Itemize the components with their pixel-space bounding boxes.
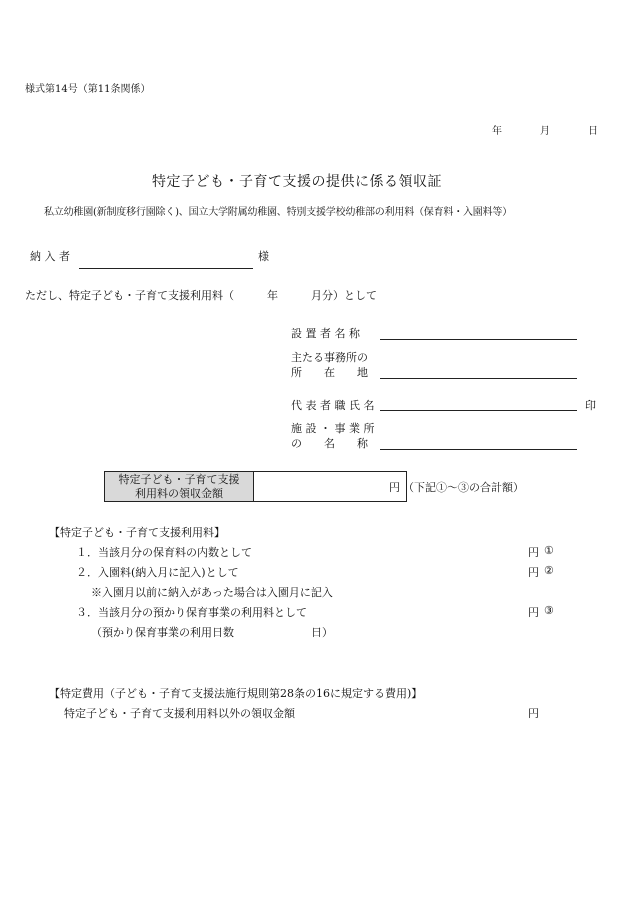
form-number: 様式第14号（第11条関係） <box>25 84 151 95</box>
receipt-amount-value <box>254 472 407 502</box>
date-year-label: 年 <box>492 126 502 137</box>
payer-honorific: 様 <box>258 250 269 263</box>
date-day-label: 日 <box>588 126 598 137</box>
section1-item2-note: ※入園月以前に納入があった場合は入園月に記入 <box>91 586 333 599</box>
section1-heading: 【特定子ども・子育て支援利用料】 <box>49 526 225 539</box>
office-address-line <box>380 378 577 379</box>
facility-name-line <box>380 449 577 450</box>
section1-item2-unit: 円 <box>528 566 539 579</box>
section1-item3-days: （預かり保育事業の利用日数 日） <box>91 626 333 639</box>
facility-label-line2: の 名 称 <box>291 437 368 450</box>
seal-mark: 印 <box>585 399 596 412</box>
payer-name-line <box>79 268 253 269</box>
document-title: 特定子ども・子育て支援の提供に係る領収証 <box>152 174 442 190</box>
date-month-label: 月 <box>540 126 550 137</box>
office-label-line2: 所 在 地 <box>291 366 368 379</box>
payer-label: 納 入 者 <box>30 250 70 263</box>
section1-item2-mark: ② <box>544 564 554 577</box>
receipt-amount-unit: 円 <box>389 480 400 494</box>
section1-item1-unit: 円 <box>528 546 539 559</box>
office-label-line1: 主たる事務所の <box>291 351 368 364</box>
receipt-amount-note: （下記①～③の合計額） <box>403 481 524 494</box>
receipt-amount-label-line2: 利用料の領収金額 <box>135 486 223 500</box>
facility-label-line1: 施 設 ・ 事 業 所 <box>291 422 375 435</box>
section1-item1-text: １．当該月分の保育料の内数として <box>76 546 252 559</box>
founder-name-line <box>380 339 577 340</box>
section1-item3-text: ３．当該月分の預かり保育事業の利用料として <box>76 606 307 619</box>
section1-item3-mark: ③ <box>544 604 554 617</box>
section2-heading: 【特定費用（子ども・子育て支援法施行規則第28条の16に規定する費用)】 <box>49 687 423 700</box>
receipt-amount-box <box>104 471 407 502</box>
representative-label: 代 表 者 職 氏 名 <box>291 399 375 412</box>
receipt-amount-label-line1: 特定子ども・子育て支援 <box>118 472 240 486</box>
section1-item1-mark: ① <box>544 544 554 557</box>
representative-name-line <box>380 410 577 411</box>
provision-text: ただし、特定子ども・子育て支援利用料（ 年 月分）として <box>25 289 377 302</box>
document-subtitle: 私立幼稚園(新制度移行園除く)、国立大学附属幼稚園、特別支援学校幼稚部の利用料（保育料・入園料等） <box>44 207 513 218</box>
section1-item2-text: ２．入園料(納入月に記入)として <box>76 566 239 579</box>
founder-name-label: 設 置 者 名 称 <box>291 327 360 340</box>
section2-item-unit: 円 <box>528 707 539 720</box>
section2-item-text: 特定子ども・子育て支援利用料以外の領収金額 <box>64 707 295 720</box>
receipt-amount-label <box>105 472 254 502</box>
section1-item3-unit: 円 <box>528 606 539 619</box>
